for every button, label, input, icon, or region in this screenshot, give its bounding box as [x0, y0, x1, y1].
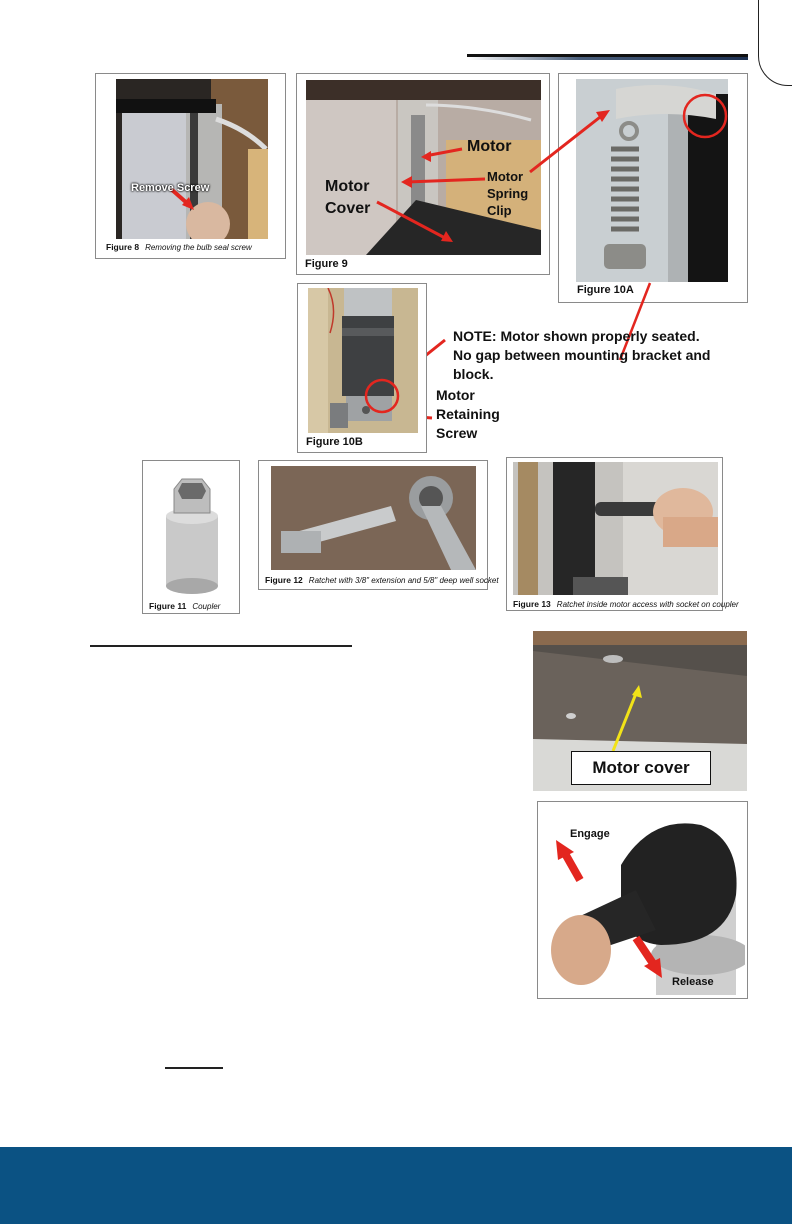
- coupler-icon: [158, 471, 226, 596]
- figure-13-caption: [513, 599, 739, 609]
- figure-11: [142, 460, 240, 614]
- section-heading-underline: [90, 645, 352, 647]
- note-line-3: block.: [453, 366, 494, 382]
- motor-cover-label-2: Cover: [325, 200, 371, 217]
- figure-13: [506, 457, 739, 611]
- figure-11-label: Figure 11: [149, 601, 187, 611]
- spring-clip-label-2: Spring: [487, 186, 529, 201]
- retaining-screw-label-1: Motor: [436, 387, 475, 403]
- retaining-screw-label-2: Retaining: [436, 406, 500, 422]
- figure-12-label: Figure 12: [265, 575, 303, 585]
- figure-10a-label: Figure 10A: [577, 284, 634, 296]
- motor-cover-label-box: [571, 751, 711, 785]
- figure-8-caption-text: Removing the bulb seal screw: [145, 243, 252, 252]
- remove-screw-label: Remove Screw: [131, 182, 210, 194]
- figure-12-caption: [265, 575, 499, 585]
- figure-10b: [297, 283, 427, 453]
- figure-13-photo: [513, 462, 718, 595]
- spring-clip-label-1: Motor: [487, 169, 524, 184]
- figure-12-photo: [271, 466, 476, 570]
- figure-12-caption-text: Ratchet with 3/8" extension and 5/8" deep well socket: [308, 576, 499, 585]
- note-line-1: NOTE: Motor shown properly seated.: [453, 328, 700, 344]
- retaining-screw-label-3: Screw: [436, 425, 478, 441]
- motor-cover-label-1: Motor: [325, 178, 370, 195]
- page-footer-band: [0, 1147, 792, 1224]
- figure-11-caption-text: Coupler: [192, 602, 221, 611]
- release-label: Release: [672, 976, 714, 988]
- figure-13-label: Figure 13: [513, 599, 551, 609]
- motor-cover-label: Motor cover: [592, 758, 690, 777]
- figure-10b-label: Figure 10B: [306, 436, 363, 448]
- figure-12: [258, 460, 499, 590]
- figure-11-caption: [149, 601, 220, 611]
- figure-13-caption-text: Ratchet inside motor access with socket on coupler: [556, 600, 739, 609]
- motor-label: Motor: [467, 138, 512, 155]
- engage-label: Engage: [570, 828, 610, 840]
- motor-cover-figure: [533, 631, 747, 791]
- figure-10b-highlight: [298, 284, 428, 454]
- figure-9-label: Figure 9: [305, 258, 348, 270]
- engage-release-figure: [537, 801, 748, 999]
- figure-8-label: Figure 8: [106, 242, 140, 252]
- spring-clip-label-3: Clip: [487, 203, 512, 218]
- short-underline: [165, 1067, 223, 1069]
- note-line-2: No gap between mounting bracket and: [453, 347, 711, 363]
